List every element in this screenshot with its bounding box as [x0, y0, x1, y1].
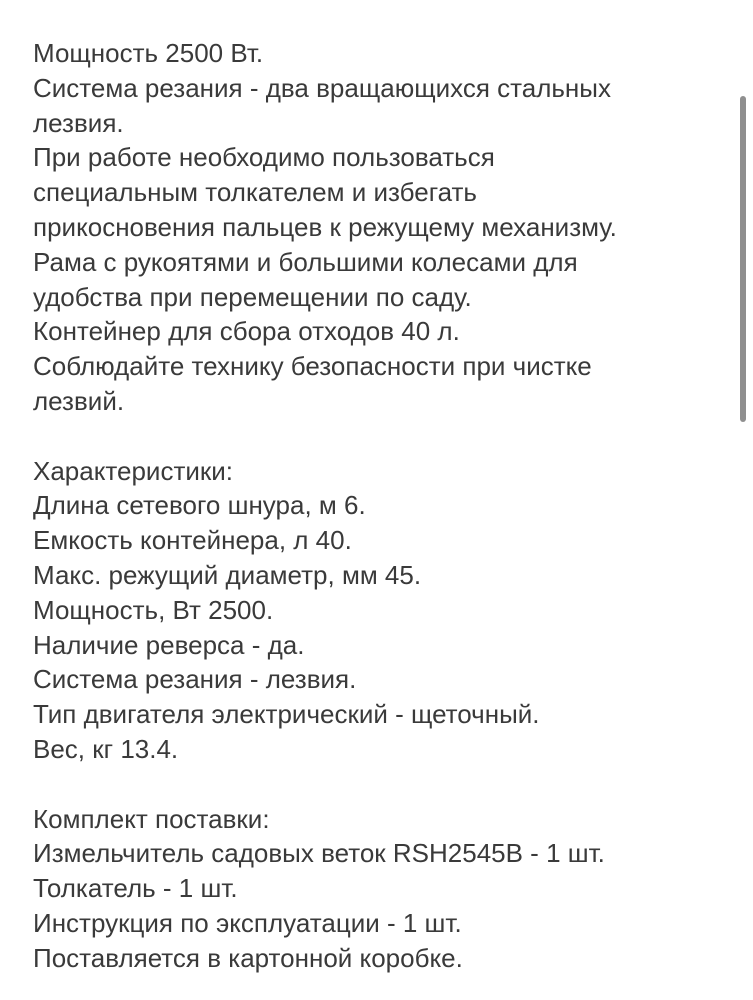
description-line: Контейнер для сбора отходов 40 л. — [33, 316, 460, 347]
description-line: Мощность 2500 Вт. — [33, 38, 264, 68]
description-line: удобства при перемещении по саду. — [33, 281, 472, 312]
description-line: прикосновения пальцев к режущему механизму. — [33, 211, 617, 242]
description-block — [33, 36, 733, 419]
spec-line: Система резания - лезвия. — [33, 664, 357, 695]
spec-line: Наличие реверса - да. — [33, 629, 305, 660]
package-line: Инструкция по эксплуатации - 1 шт. — [33, 907, 462, 938]
package-line: Измельчитель садовых веток RSH2545B - 1 шт. — [33, 838, 605, 869]
description-line: Система резания - два вращающихся стальных — [33, 72, 611, 103]
paragraph-gap — [33, 419, 733, 454]
description-line: лезвия. — [33, 107, 124, 138]
product-text — [33, 36, 733, 976]
specs-block — [33, 454, 733, 767]
vertical-scrollbar[interactable] — [740, 96, 746, 422]
specs-heading: Характеристики: — [33, 455, 234, 486]
spec-line: Емкость контейнера, л 40. — [33, 525, 352, 556]
spec-line: Длина сетевого шнура, м 6. — [33, 490, 366, 521]
package-line: Поставляется в картонной коробке. — [33, 942, 463, 973]
spec-line: Макс. режущий диаметр, мм 45. — [33, 559, 422, 590]
package-line: Толкатель - 1 шт. — [33, 873, 238, 904]
package-heading: Комплект поставки: — [33, 803, 270, 834]
description-line: При работе необходимо пользоваться — [33, 142, 495, 173]
description-line: Рама с рукоятями и большими колесами для — [33, 246, 578, 277]
spec-line: Мощность, Вт 2500. — [33, 594, 274, 625]
package-block — [33, 802, 733, 976]
description-line: лезвий. — [33, 385, 125, 416]
description-line: специальным толкателем и избегать — [33, 177, 477, 208]
description-line: Соблюдайте технику безопасности при чистке — [33, 351, 592, 382]
spec-line: Тип двигателя электрический - щеточный. — [33, 699, 540, 730]
spec-line: Вес, кг 13.4. — [33, 733, 179, 764]
paragraph-gap — [33, 767, 733, 802]
